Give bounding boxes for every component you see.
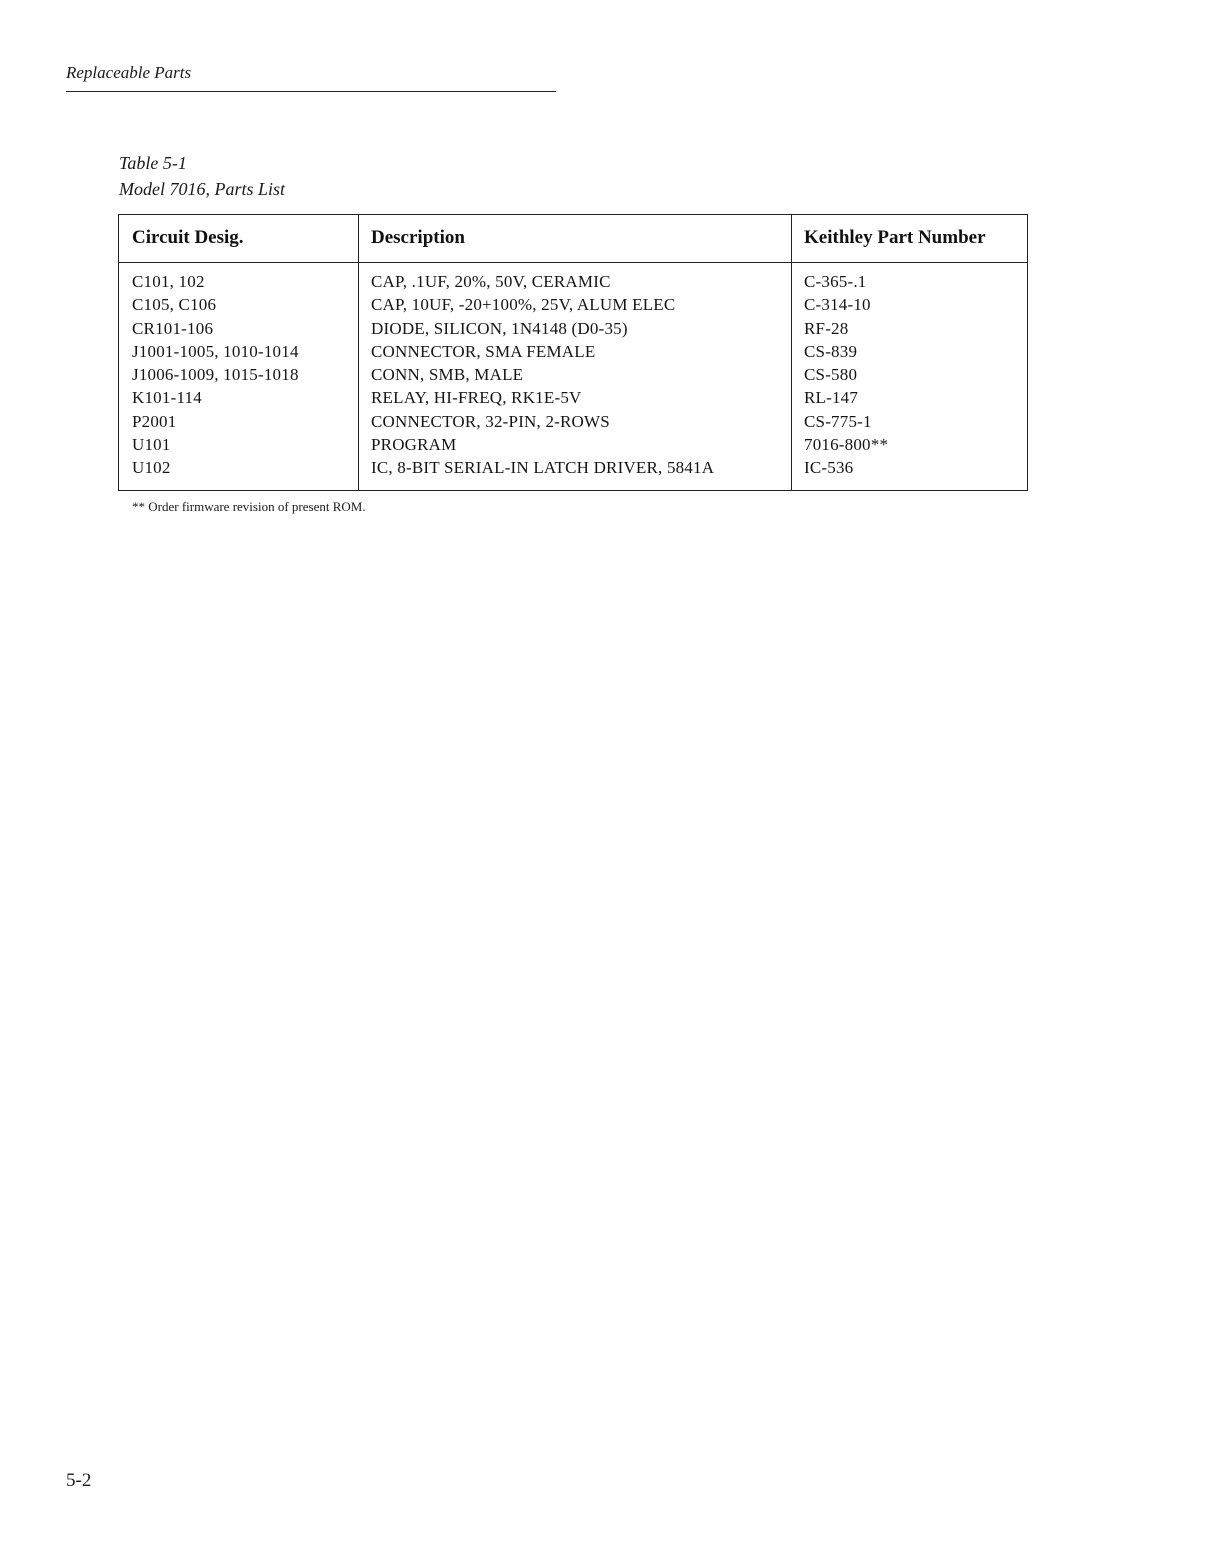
description-cell: CAP, 10UF, -20+100%, 25V, ALUM ELEC	[371, 295, 676, 315]
table-label	[119, 150, 285, 202]
description-cell: PROGRAM	[371, 435, 457, 455]
part-number-cell: CS-580	[804, 365, 858, 385]
part-number-cell: C-365-.1	[804, 272, 867, 291]
table-row	[119, 411, 1027, 434]
table-row	[119, 294, 1027, 317]
description-cell: CONN, SMB, MALE	[371, 365, 524, 385]
circuit-desig-cell: C101, 102	[132, 272, 205, 291]
table-caption: Model 7016, Parts List	[119, 179, 286, 199]
column-header-part-number: Keithley Part Number	[804, 227, 986, 248]
description-cell: RELAY, HI-FREQ, RK1E-5V	[371, 388, 582, 408]
page-number: 5-2	[66, 1470, 92, 1491]
circuit-desig-cell: P2001	[132, 411, 177, 431]
column-header-description: Description	[371, 227, 465, 248]
part-number-cell: CS-839	[804, 341, 858, 361]
table-row	[119, 318, 1027, 341]
part-number-cell: IC-536	[804, 458, 854, 478]
circuit-desig-cell: C105, C106	[132, 295, 217, 315]
description-cell: CAP, .1UF, 20%, 50V, CERAMIC	[371, 272, 611, 291]
circuit-desig-cell: U102	[132, 458, 171, 478]
description-cell: CONNECTOR, 32-PIN, 2-ROWS	[371, 411, 610, 431]
table-row	[119, 387, 1027, 410]
circuit-desig-cell: J1001-1005, 1010-1014	[132, 341, 299, 361]
table-row	[119, 434, 1027, 457]
table-row	[119, 364, 1027, 387]
table-row	[119, 457, 1027, 480]
table-body	[119, 271, 1027, 481]
column-header-circuit-desig: Circuit Desig.	[132, 227, 244, 248]
header-divider	[119, 262, 1027, 263]
table-row	[119, 341, 1027, 364]
part-number-cell: C-314-10	[804, 295, 871, 315]
circuit-desig-cell: J1006-1009, 1015-1018	[132, 365, 299, 385]
description-cell: DIODE, SILICON, 1N4148 (D0-35)	[371, 318, 628, 338]
table-footnote: ** Order firmware revision of present ROM.	[132, 499, 366, 514]
circuit-desig-cell: U101	[132, 435, 171, 455]
description-cell: IC, 8-BIT SERIAL-IN LATCH DRIVER, 5841A	[371, 458, 715, 478]
parts-table	[118, 214, 1028, 491]
header-rule	[66, 91, 556, 92]
part-number-cell: RF-28	[804, 318, 849, 338]
part-number-cell: CS-775-1	[804, 411, 872, 431]
part-number-cell: 7016-800**	[804, 435, 889, 455]
table-number: Table 5-1	[119, 153, 187, 173]
part-number-cell: RL-147	[804, 388, 859, 408]
table-row	[119, 271, 1027, 294]
running-header: Replaceable Parts	[66, 63, 192, 82]
circuit-desig-cell: K101-114	[132, 388, 202, 408]
circuit-desig-cell: CR101-106	[132, 318, 214, 338]
description-cell: CONNECTOR, SMA FEMALE	[371, 341, 596, 361]
